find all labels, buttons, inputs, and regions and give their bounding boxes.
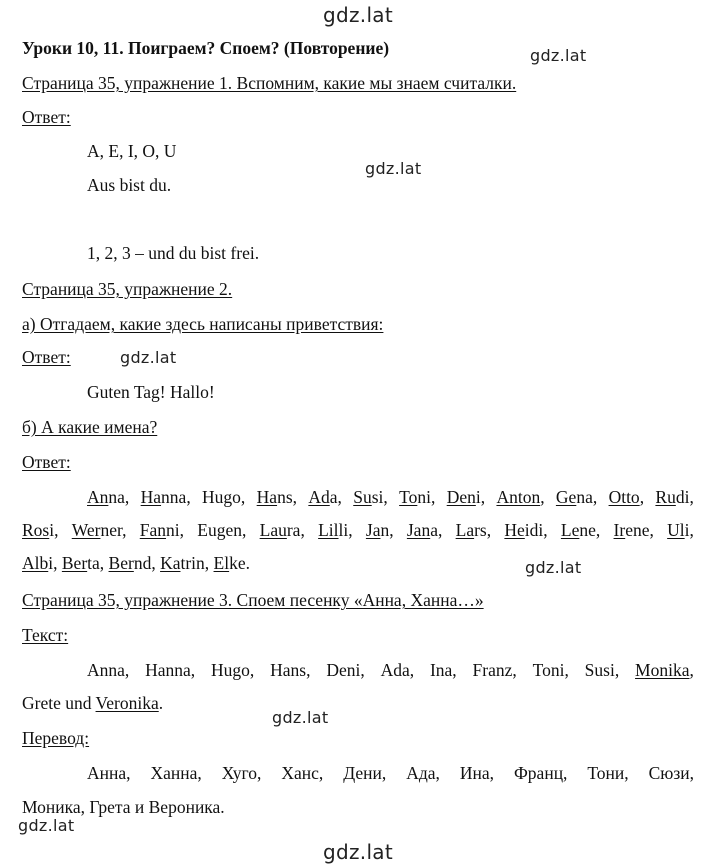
song-text-line-1	[87, 659, 694, 681]
song-text-end: .	[158, 693, 164, 713]
watermark: gdz.lat	[530, 46, 587, 65]
name-item: Otto,	[608, 487, 645, 507]
name-underlined-part: Wer	[71, 520, 101, 540]
name-item: Lilli,	[318, 520, 353, 540]
name-item: Rudi,	[655, 487, 694, 507]
ex1-heading: Страница 35, упражнение 1. Вспомним, какие мы знаем считалки.	[22, 73, 517, 93]
name-item: Toni,	[399, 487, 436, 507]
name-item: Elke.	[213, 553, 251, 573]
name-item: Anton,	[496, 487, 545, 507]
ex3-heading: Страница 35, упражнение 3. Споем песенку «Анна, Ханна…»	[22, 590, 484, 610]
name-item: Uli,	[667, 520, 694, 540]
name-item: Gena,	[555, 487, 598, 507]
word: Susi,	[584, 660, 620, 680]
word: Анна,	[87, 763, 131, 783]
name-underlined-part: Lil	[318, 520, 339, 540]
ex2-b-answer-label: Ответ:	[22, 452, 71, 472]
name-item: Heidi,	[504, 520, 548, 540]
ex1-answer-label: Ответ:	[22, 107, 71, 127]
name-underlined-part: Den	[446, 487, 476, 507]
word: Ханс,	[281, 763, 324, 783]
name-underlined-part: Ul	[667, 520, 685, 540]
name-item: Eugen,	[197, 520, 247, 540]
name-underlined-part: Ros	[22, 520, 50, 540]
name-underlined-part: Anton	[496, 487, 541, 507]
word: Hanna,	[145, 660, 196, 680]
word: Deni,	[326, 660, 365, 680]
ex2-a-answer-label: Ответ:	[22, 347, 71, 367]
ex3-text-label: Текст:	[22, 625, 69, 645]
word: Ханна,	[150, 763, 202, 783]
name-item: Katrin,	[160, 553, 210, 573]
name-underlined-part: El	[213, 553, 230, 573]
name-item: Bernd,	[108, 553, 156, 573]
song-text-plain: Grete und	[22, 693, 96, 713]
ex1-line-1: A, E, I, O, U	[87, 141, 177, 161]
name-item: Anna,	[87, 487, 130, 507]
song-text-line-2	[22, 692, 163, 714]
watermark: gdz.lat	[18, 816, 75, 835]
name-item: Jan,	[365, 520, 394, 540]
ex2-a-answer: Guten Tag! Hallo!	[87, 382, 215, 402]
watermark: gdz.lat	[272, 708, 329, 727]
name-underlined-part: Ber	[61, 553, 88, 573]
name-underlined-part: Ad	[308, 487, 330, 507]
word: Сюзи,	[648, 763, 694, 783]
name-item: Ada,	[308, 487, 342, 507]
translation-line-1	[87, 762, 694, 784]
word: Hans,	[270, 660, 311, 680]
ex2-a-heading: а) Отгадаем, какие здесь написаны приветствия:	[22, 314, 384, 334]
name-underlined-part: Alb	[22, 553, 49, 573]
name-item: Jana,	[406, 520, 443, 540]
name-underlined-part: To	[399, 487, 418, 507]
word: Ina,	[429, 660, 457, 680]
watermark-bottom: gdz.lat	[323, 840, 394, 864]
word: Ада,	[406, 763, 440, 783]
ex2-heading: Страница 35, упражнение 2.	[22, 279, 233, 299]
name-item: Irene,	[613, 520, 654, 540]
name-item: Susi,	[353, 487, 388, 507]
word: Anna,	[87, 660, 130, 680]
name-underlined-part: Jan	[406, 520, 431, 540]
name-underlined-part: Otto	[608, 487, 640, 507]
name-underlined-part: Su	[353, 487, 372, 507]
word: Toni,	[532, 660, 569, 680]
name-item: Lars,	[455, 520, 492, 540]
word: Тони,	[587, 763, 629, 783]
name-underlined-part: La	[455, 520, 475, 540]
translation-line-2: Моника, Грета и Вероника.	[22, 797, 225, 817]
word: Франц,	[513, 763, 568, 783]
translation-label: Перевод:	[22, 728, 90, 748]
names-line-2	[22, 519, 694, 541]
watermark: gdz.lat	[365, 159, 422, 178]
name-item: Berta,	[61, 553, 105, 573]
name-underlined-part: An	[87, 487, 109, 507]
name-underlined-part: Ha	[140, 487, 162, 507]
name-underlined-part: Ru	[655, 487, 676, 507]
name-underlined-part: Lau	[259, 520, 287, 540]
word: Monika,	[635, 660, 694, 680]
name-item: Hans,	[256, 487, 297, 507]
word: Ина,	[459, 763, 495, 783]
ex1-line-3: 1, 2, 3 – und du bist frei.	[87, 243, 260, 263]
word: Дени,	[343, 763, 387, 783]
name-item: Deni,	[446, 487, 486, 507]
watermark: gdz.lat	[120, 348, 177, 367]
name-underlined-part: Ir	[613, 520, 626, 540]
word: Franz,	[472, 660, 517, 680]
name-underlined-part: He	[504, 520, 525, 540]
word: Хуго,	[221, 763, 262, 783]
name-underlined-part: Le	[560, 520, 580, 540]
name-underlined-part: Ge	[555, 487, 577, 507]
ex2-b-heading: б) А какие имена?	[22, 417, 158, 437]
name-item: Werner,	[71, 520, 127, 540]
name-underlined-part: Fan	[139, 520, 167, 540]
name-underlined-part: Ja	[365, 520, 381, 540]
name-item: Hugo,	[202, 487, 246, 507]
name-item: Hanna,	[140, 487, 191, 507]
watermark: gdz.lat	[525, 558, 582, 577]
page-title: Уроки 10, 11. Поиграем? Споем? (Повторение)	[22, 38, 390, 58]
name-underlined-part: Ka	[160, 553, 181, 573]
names-line-1	[87, 486, 694, 508]
name-underlined-part: Ber	[108, 553, 134, 573]
name-item: Lene,	[560, 520, 601, 540]
name-item: Fanni,	[139, 520, 185, 540]
names-line-3	[22, 552, 250, 574]
name-item: Rosi,	[22, 520, 59, 540]
song-text-underlined: Veronika	[95, 693, 159, 713]
name-item: Albi,	[22, 553, 58, 573]
word: Hugo,	[211, 660, 255, 680]
word: Ada,	[380, 660, 415, 680]
name-item: Laura,	[259, 520, 305, 540]
ex1-line-2: Aus bist du.	[87, 175, 172, 195]
watermark-top: gdz.lat	[323, 3, 394, 27]
name-underlined-part: Ha	[256, 487, 278, 507]
